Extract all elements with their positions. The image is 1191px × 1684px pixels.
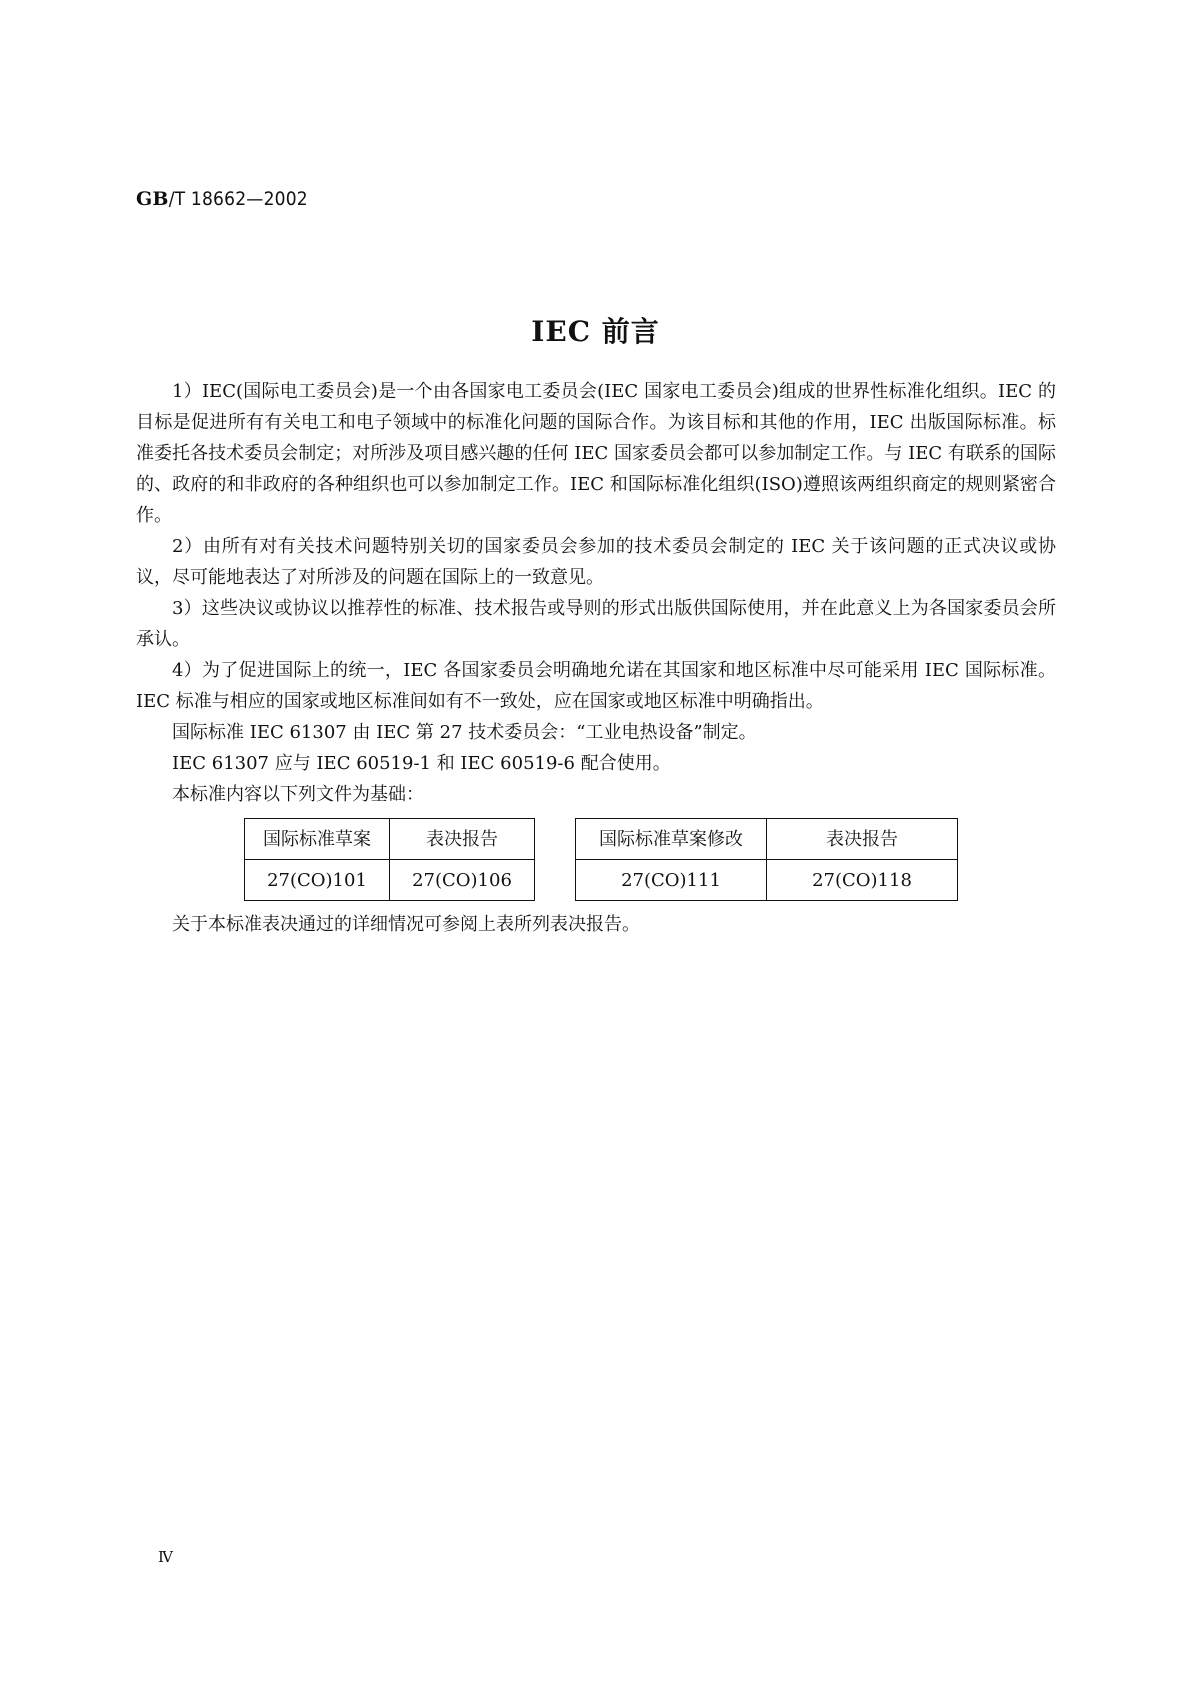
- amendment-table: [575, 818, 958, 901]
- paragraph-basis: 本标准内容以下列文件为基础：: [172, 784, 424, 805]
- paragraph-2: 2）由所有对有关技术问题特别关切的国家委员会参加的技术委员会制定的 IEC 关于该问题的正式决议或协议，尽可能地表达了对所涉及的问题在国际上的一致意见。: [136, 536, 1056, 588]
- draft-table: [244, 818, 535, 901]
- table-row: [245, 860, 535, 901]
- table-header-cell: 国际标准草案修改: [576, 819, 767, 860]
- paragraph-origin: 国际标准 IEC 61307 由 IEC 第 27 技术委员会：“工业电热设备”制定。: [172, 722, 757, 743]
- table-cell: 27(CO)101: [245, 860, 390, 901]
- table-cell: 27(CO)106: [390, 860, 535, 901]
- paragraph-1: 1）IEC(国际电工委员会)是一个由各国家电工委员会(IEC 国家电工委员会)组成的世界性标准化组织。IEC 的目标是促进所有有关电工和电子领域中的标准化问题的国际合作。为该目标和其他的作用，IEC 出版国际标准。标准委托各技术委员会制定；对所涉及项目感兴趣的任何 IEC 国家委员会都可以参加制定工作。与 IEC 有联系的国际的、政府的和非政府的各种组织也可以参加制定工作。IEC 和国际标准化组织(ISO)遵照该两组织商定的规则紧密合作。: [136, 381, 1056, 526]
- paragraph-3: 3）这些决议或协议以推荐性的标准、技术报告或导则的形式出版供国际使用，并在此意义上为各国家委员会所承认。: [136, 598, 1056, 650]
- paragraph-usage: IEC 61307 应与 IEC 60519-1 和 IEC 60519-6 配合使用。: [172, 753, 671, 774]
- table-header-cell: 国际标准草案: [245, 819, 390, 860]
- table-header-cell: 表决报告: [767, 819, 958, 860]
- page-title: IEC 前言: [531, 315, 660, 348]
- table-header-row: [245, 819, 535, 860]
- table-cell: 27(CO)111: [576, 860, 767, 901]
- table-header-cell: 表决报告: [390, 819, 535, 860]
- page-number: Ⅳ: [158, 1548, 173, 1566]
- table-row: [576, 860, 958, 901]
- standard-prefix: GB: [136, 188, 169, 210]
- table-cell: 27(CO)118: [767, 860, 958, 901]
- body-text: [136, 376, 1056, 940]
- paragraph-4: 4）为了促进国际上的统一，IEC 各国家委员会明确地允诺在其国家和地区标准中尽可能采用 IEC 国际标准。IEC 标准与相应的国家或地区标准间如有不一致处，应在国家或地区标准中明确指出。: [136, 660, 1056, 712]
- document-tables: [244, 818, 1056, 901]
- standard-code: [136, 188, 308, 210]
- closing-paragraph: 关于本标准表决通过的详细情况可参阅上表所列表决报告。: [172, 914, 640, 935]
- table-header-row: [576, 819, 958, 860]
- standard-number: /T 18662—2002: [168, 188, 308, 210]
